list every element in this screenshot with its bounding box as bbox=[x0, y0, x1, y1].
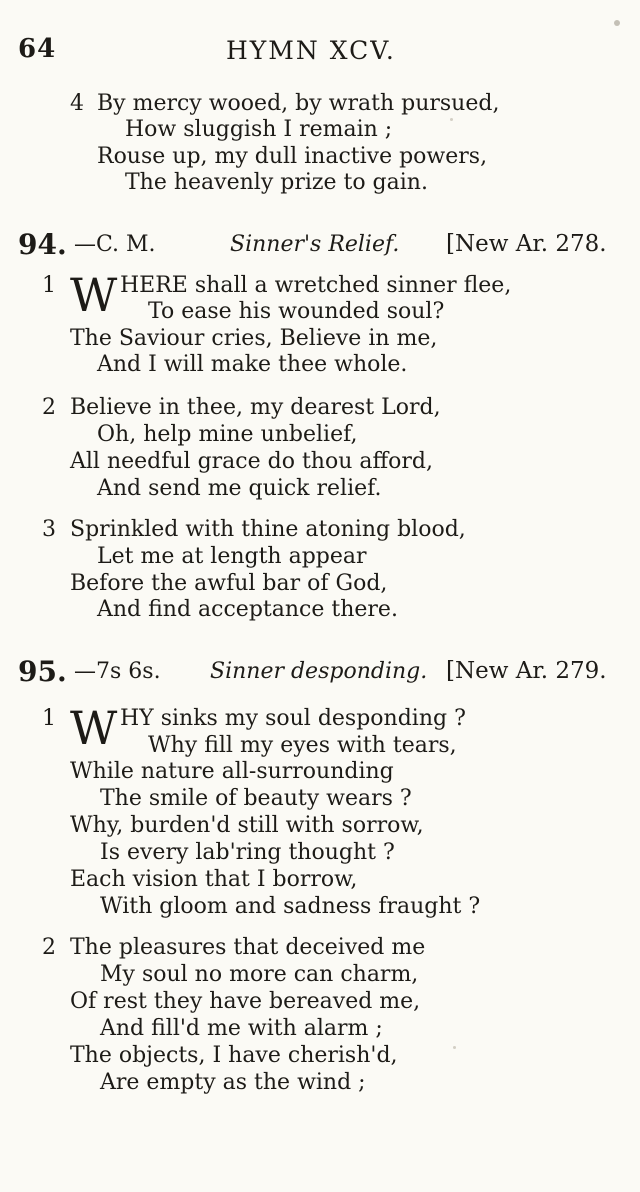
stanza-line: With gloom and sadness fraught ? bbox=[100, 894, 481, 919]
stanza-line: HY sinks my soul desponding ? bbox=[120, 706, 466, 731]
stanza-line: How sluggish I remain ; bbox=[125, 117, 393, 142]
stanza-line: By mercy wooed, by wrath pursued, bbox=[97, 91, 500, 116]
running-head bbox=[18, 34, 618, 68]
hymn-meter: —C. M. bbox=[74, 232, 156, 257]
hymn-tune: [New Ar. 279. bbox=[446, 658, 607, 684]
stanza-line: And find acceptance there. bbox=[97, 597, 398, 622]
stanza-line: HERE shall a wretched sinner flee, bbox=[120, 273, 512, 298]
stanza-line: Of rest they have bereaved me, bbox=[70, 989, 421, 1014]
stanza-line: Oh, help mine unbelief, bbox=[97, 422, 358, 447]
margin-speck bbox=[453, 1046, 456, 1049]
stanza-number: 1 bbox=[42, 706, 56, 731]
stanza-line: And fill'd me with alarm ; bbox=[100, 1016, 383, 1041]
hymn-number: 94. bbox=[18, 228, 67, 261]
hymn-95-heading bbox=[18, 657, 618, 691]
stanza-line: Sprinkled with thine atoning blood, bbox=[70, 517, 466, 542]
stanza-line: The Saviour cries, Believe in me, bbox=[70, 326, 438, 351]
hymn-number: 95. bbox=[18, 655, 67, 688]
stanza-line: And send me quick relief. bbox=[97, 476, 382, 501]
hymn-subject: Sinner desponding. bbox=[210, 659, 428, 684]
stanza-line: Are empty as the wind ; bbox=[100, 1070, 366, 1095]
stanza-line: Why fill my eyes with tears, bbox=[148, 733, 457, 758]
stanza-line: Each vision that I borrow, bbox=[70, 867, 358, 892]
stanza-number: 3 bbox=[42, 517, 56, 542]
margin-speck bbox=[614, 20, 620, 26]
stanza-line: While nature all-surrounding bbox=[70, 759, 394, 784]
stanza-line: Why, burden'd still with sorrow, bbox=[70, 813, 424, 838]
hymn-tune: [New Ar. 278. bbox=[446, 231, 607, 257]
stanza-line: The smile of beauty wears ? bbox=[100, 786, 412, 811]
stanza-line: Let me at length appear bbox=[97, 544, 367, 569]
stanza-line: All needful grace do thou afford, bbox=[70, 449, 433, 474]
page-title: HYMN XCV. bbox=[226, 36, 396, 65]
stanza-line: Believe in thee, my dearest Lord, bbox=[70, 395, 441, 420]
stanza-line: Before the awful bar of God, bbox=[70, 571, 388, 596]
hymn-94-heading bbox=[18, 230, 618, 264]
stanza-line: The heavenly prize to gain. bbox=[125, 170, 428, 195]
stanza-line: The pleasures that deceived me bbox=[70, 935, 426, 960]
stanza-line: Rouse up, my dull inactive powers, bbox=[97, 144, 488, 169]
stanza-number: 1 bbox=[42, 273, 56, 298]
stanza-number: 2 bbox=[42, 395, 56, 420]
stanza-line: My soul no more can charm, bbox=[100, 962, 419, 987]
hymn-subject: Sinner's Relief. bbox=[230, 232, 400, 257]
page-number: 64 bbox=[18, 34, 57, 64]
stanza-line: Is every lab'ring thought ? bbox=[100, 840, 395, 865]
margin-speck bbox=[450, 118, 453, 121]
hymn-meter: —7s 6s. bbox=[74, 659, 161, 684]
drop-cap: W bbox=[70, 701, 118, 755]
stanza-number: 2 bbox=[42, 935, 56, 960]
stanza-line: And I will make thee whole. bbox=[97, 352, 408, 377]
drop-cap: W bbox=[70, 268, 118, 322]
stanza-line: The objects, I have cherish'd, bbox=[70, 1043, 398, 1068]
stanza-line: To ease his wounded soul? bbox=[148, 299, 445, 324]
stanza-number: 4 bbox=[70, 91, 84, 116]
